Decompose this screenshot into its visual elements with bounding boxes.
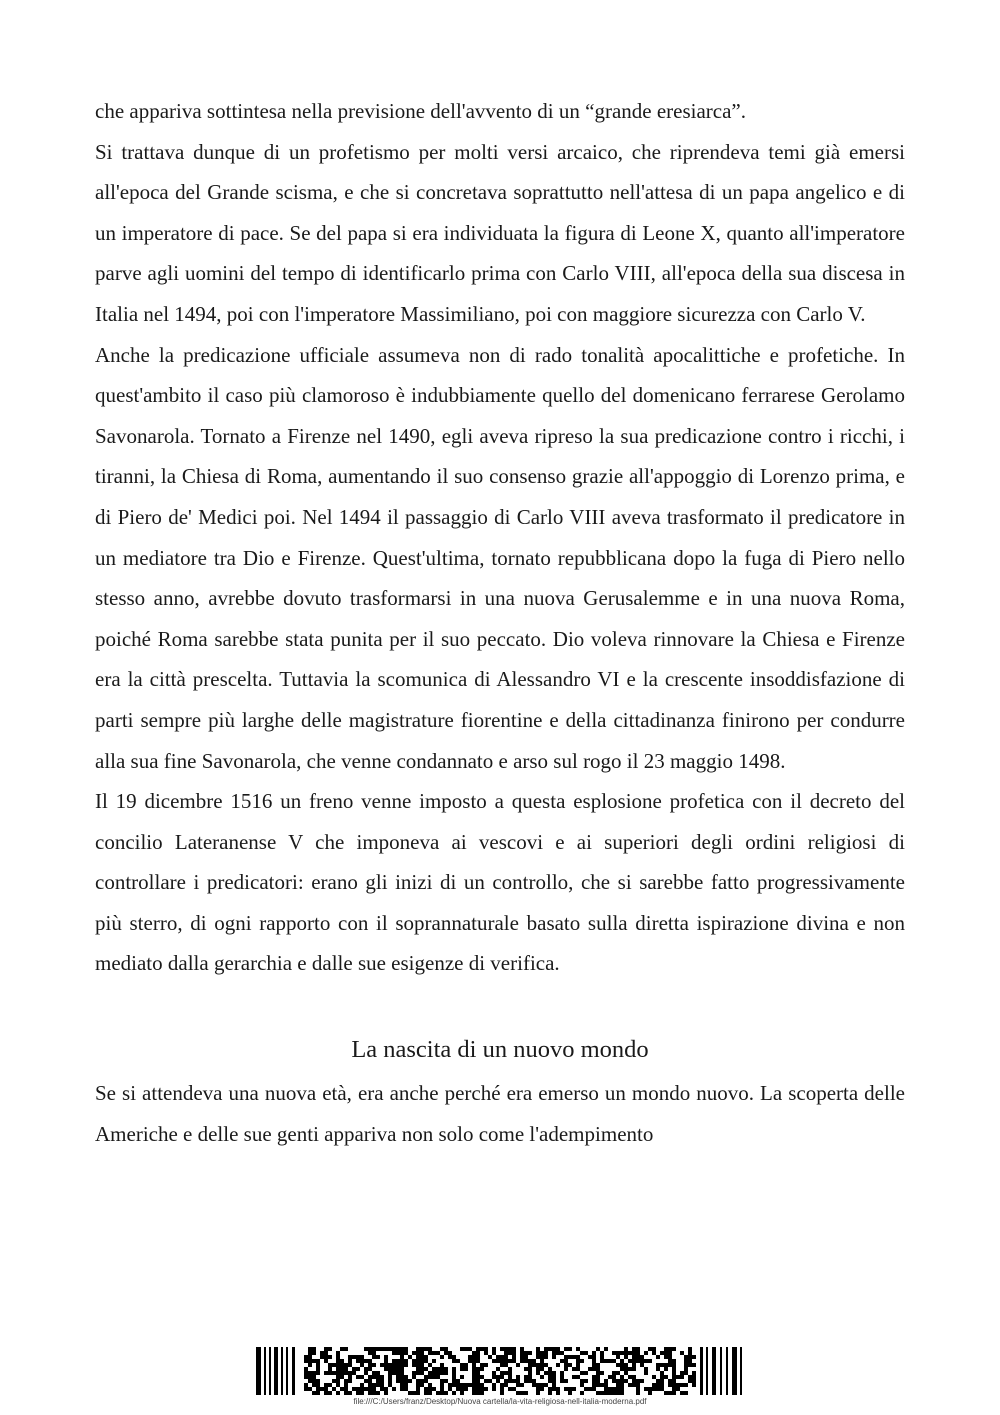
paragraph-2: Si trattava dunque di un profetismo per molti versi arcaico, che riprendeva temi già emersi all'epoca del Grande scisma, e che si concretava soprattutto nell'attesa di un papa angelico e di un imperatore di pace. Se del papa si era individuata la figura di Leone X, quanto all'imperatore parve agli uomini del tempo di identificarlo prima con Carlo VIII, all'epoca della sua discesa in Italia nel 1494, poi con l'imperatore Massimiliano, poi con maggiore sicurezza con Carlo V.	[95, 139, 905, 326]
footer-file-path: file:///C:/Users/franz/Desktop/Nuova cartella/la-vita-religiosa-nell-italia-moderna.pdf	[353, 1397, 647, 1406]
page-footer	[248, 1343, 752, 1405]
paragraph-5: Se si attendeva una nuova età, era anche perché era emerso un mondo nuovo. La scoperta delle Americhe e delle sue genti appariva non solo come l'adempimento	[95, 1081, 905, 1146]
barcode-icon	[248, 1343, 752, 1397]
section-heading: La nascita di un nuovo mondo	[351, 1036, 649, 1064]
paragraph-1: che appariva sottintesa nella previsione dell'avvento di un “grande eresiarca”.	[95, 99, 746, 123]
paragraph-3: Anche la predicazione ufficiale assumeva non di rado tonalità apocalittiche e profetiche. In quest'ambito il caso più clamoroso è indubbiamente quello del domenicano ferrarese Gerolamo Savonarola. Tornato a Firenze nel 1490, egli aveva ripreso la sua predicazione contro i ricchi, i tiranni, la Chiesa di Roma, aumentando il suo consenso grazie all'appoggio di Lorenzo prima, e di Piero de' Medici poi. Nel 1494 il passaggio di Carlo VIII aveva trasformato il predicatore in un mediatore tra Dio e Firenze. Quest'ultima, tornato repubblicana dopo la fuga di Piero nello stesso anno, avrebbe dovuto trasformarsi in una nuova Gerusalemme e in una nuova Roma, poiché Roma sarebbe stata punita per il suo peccato. Dio voleva rinnovare la Chiesa e Firenze era la città prescelta. Tuttavia la scomunica di Alessandro VI e la crescente insoddisfazione di parti sempre più larghe delle magistrature fiorentine e della cittadinanza finirono per condurre alla sua fine Savonarola, che venne condannato e arso sul rogo il 23 maggio 1498.	[95, 342, 905, 773]
paragraph-4: Il 19 dicembre 1516 un freno venne imposto a questa esplosione profetica con il decreto del concilio Lateranense V che imponeva ai vescovi e ai superiori degli ordini religiosi di controllare i predicatori: erano gli inizi di un controllo, che si sarebbe fatto progressivamente più sterro, di ogni rapporto con il soprannaturale basato sulla diretta ispirazione divina e non mediato dalla gerarchia e dalle sue esigenze di verifica.	[95, 789, 905, 976]
document-body	[95, 91, 905, 1154]
